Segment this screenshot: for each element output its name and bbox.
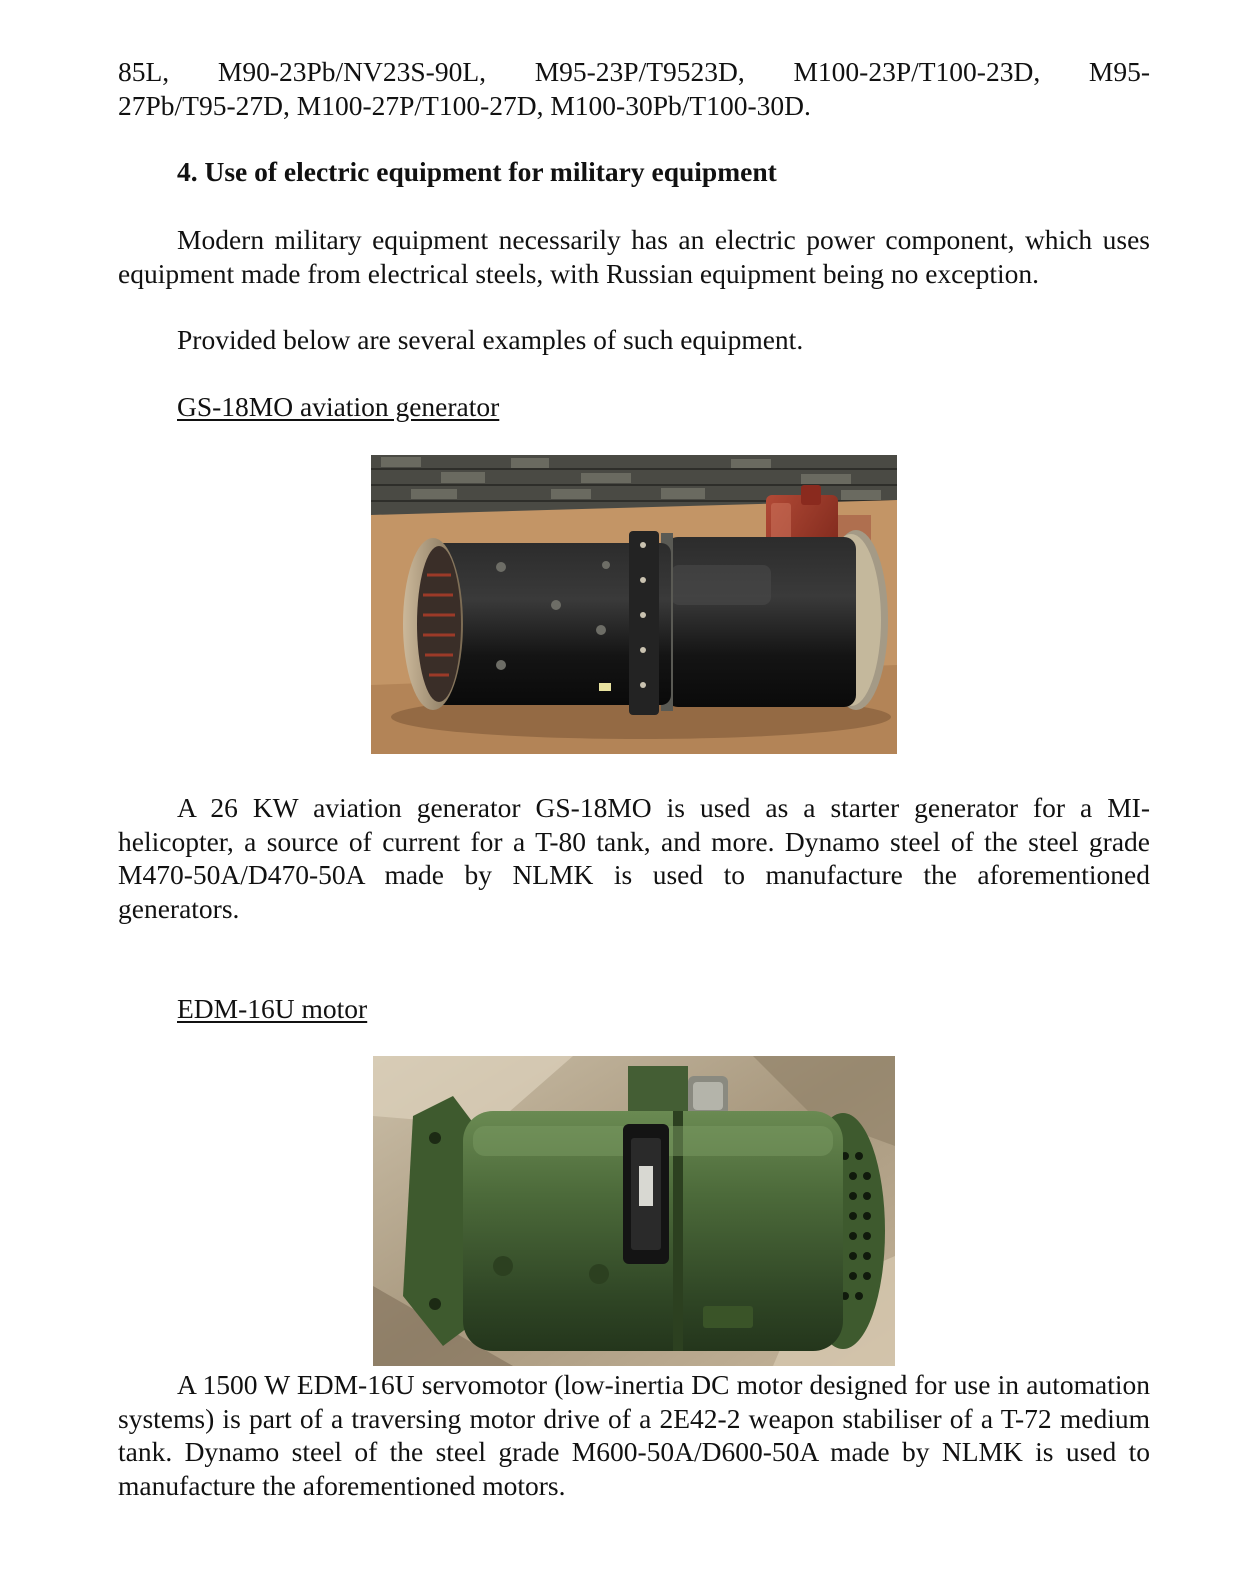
motor-subheading: EDM-16U motor xyxy=(177,993,368,1024)
generator-description: A 26 KW aviation generator GS-18MO is used as a starter generator for a MI-helicopter, a source of current for a T-80 tank, and more. Dynamo steel of the steel grade M470-50A/D470-50A made by NLMK is used to manufacture the aforementioned generators. xyxy=(118,792,1150,924)
generator-photo xyxy=(371,455,897,754)
section-intro-paragraph: Modern military equipment necessarily has an electric power component, which uses equipment made from electrical steels, with Russian equipment being no exception. xyxy=(118,224,1150,289)
motor-description: A 1500 W EDM-16U servomotor (low-inertia DC motor designed for use in automation systems) is part of a traversing motor drive of a 2E42-2 weapon stabiliser of a T-72 medium tank. Dynamo steel of the steel grade M600-50A/D600-50A made by NLMK is used to manufacture the aforementioned motors. xyxy=(118,1369,1150,1501)
section-heading: 4. Use of electric equipment for military equipment xyxy=(177,156,777,187)
generator-subheading: GS-18MO aviation generator xyxy=(177,391,500,422)
examples-intro-paragraph: Provided below are several examples of such equipment. xyxy=(177,324,804,355)
motor-photo xyxy=(373,1056,895,1366)
continuation-line-1: 85L, M90-23Pb/NV23S-90L, M95-23P/T9523D, M100-23P/T100-23D, M95- xyxy=(118,56,1150,87)
continuation-line-2: 27Pb/T95-27D, M100-27P/T100-27D, M100-30Pb/T100-30D. xyxy=(118,90,811,121)
